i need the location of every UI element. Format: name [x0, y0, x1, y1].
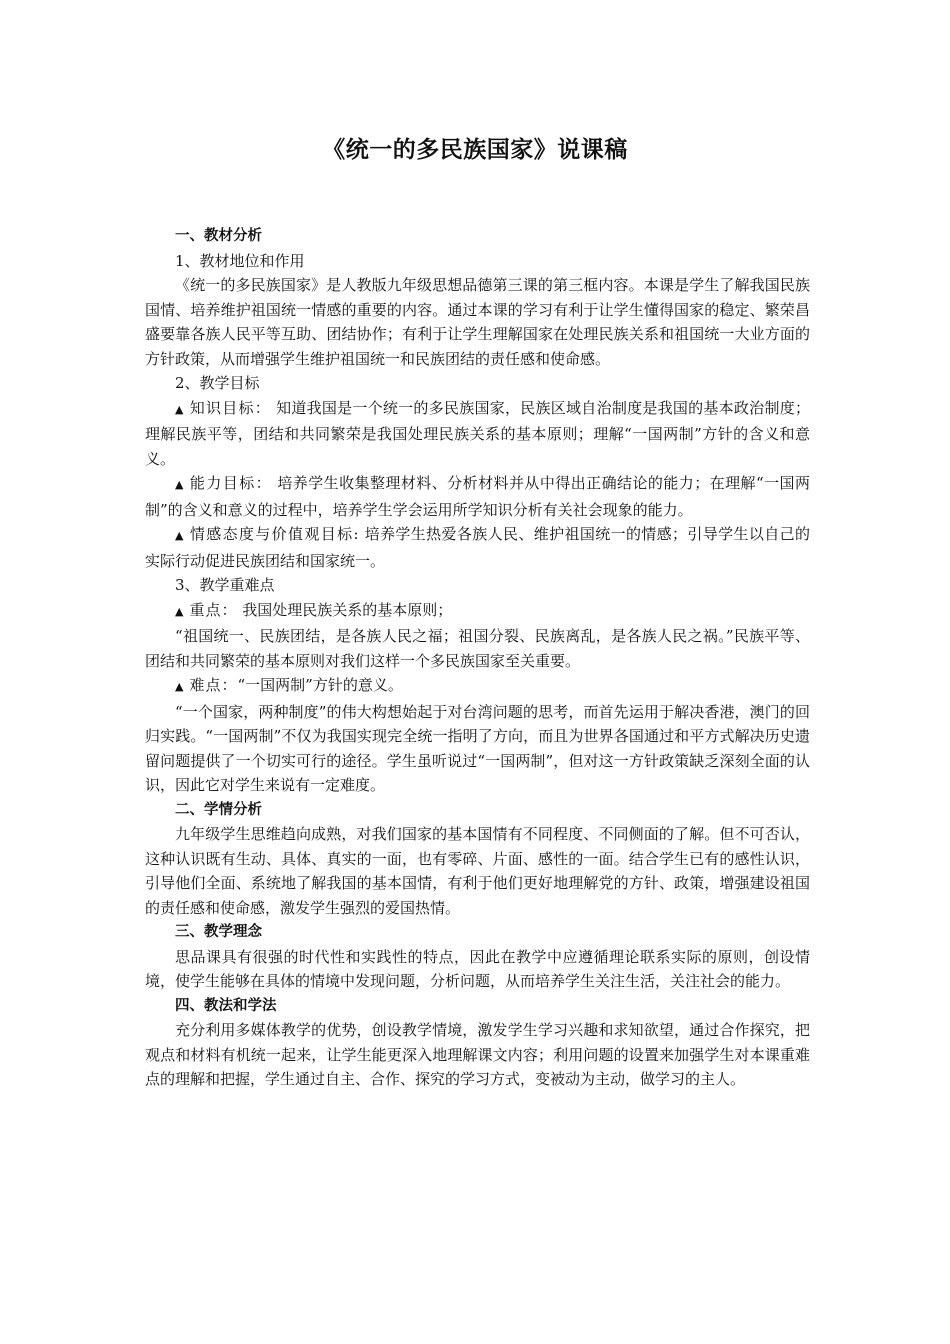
- goal-ability: [145, 471, 810, 522]
- section-heading-student-analysis: 二、学情分析: [175, 801, 262, 818]
- difficult-point-paragraph: “一个国家，两种制度”的伟大构想始起于对台湾问题的思考，而首先运用于解决香港，澳门的回归实践。“一国两制”不仅为我国实现完全统一指明了方向，而且为世界各国通过和平方式解决历史遗留问题提供了一个切实可行的途径。学生虽听说过“一国两制”，但对这一方针政策缺乏深刻全面的认识，因此它对学生来说有一定难度。: [145, 702, 810, 794]
- goal-ability-label: 能力目标：: [189, 474, 273, 492]
- document-title: 《统一的多民族国家》说课稿: [322, 137, 628, 163]
- paragraph-student-analysis: 九年级学生思维趋向成熟，对我们国家的基本国情有不同程度、不同侧面的了解。但不可否认，这种认识既有生动、具体、真实的一面，也有零碎、片面、感性的一面。结合学生已有的感性认识，引导他们全面、系统地了解我国的基本国情，有利于他们更好地理解党的方针、政策，增强建设祖国的责任感和使命感，激发学生强烈的爱国热情。: [145, 825, 810, 917]
- subheading-key-difficult: 3、教学重难点: [175, 576, 275, 594]
- subheading-teaching-goals: 2、教学目标: [175, 374, 260, 392]
- section-heading-methods: 四、教法和学法: [175, 997, 277, 1014]
- subheading-position-role: 1、教材地位和作用: [175, 251, 305, 270]
- key-point-label: 重点：: [189, 600, 238, 619]
- paragraph-position-role: 《统一的多民族国家》是人教版九年级思想品德第三课的第三框内容。本课是学生了解我国民族国情、培养维护祖国统一情感的重要的内容。通过本课的学习有利于让学生懂得国家的稳定、繁荣昌盛要靠各族人民平等互助、团结协作；有利于让学生理解国家在处理民族关系和祖国统一大业方面的方针政策，从而增强学生维护祖国统一和民族团结的责任感和使命感。: [145, 276, 810, 368]
- triangle-bullet-icon: ▲: [175, 402, 184, 416]
- goal-knowledge-text: 知道我国是一个统一的多民族国家，民族区域自治制度是我国的基本政治制度；理解民族平等，团结和共同繁荣是我国处理民族关系的基本原则；理解“一国两制”方针的含义和意义。: [145, 398, 810, 468]
- key-point-paragraph: “祖国统一、民族团结，是各族人民之福；祖国分裂、民族离乱，是各族人民之祸。”民族平等、团结和共同繁荣的基本原则对我们这样一个多民族国家至关重要。: [145, 627, 810, 670]
- key-point-text: 我国处理民族关系的基本原则；: [242, 600, 453, 619]
- difficult-point: [145, 673, 810, 700]
- document-body: [145, 224, 810, 1092]
- triangle-bullet-icon: ▲: [175, 529, 184, 542]
- section-heading-teaching-philosophy: 三、教学理念: [175, 924, 262, 940]
- goal-ability-text: 培养学生收集整理材料、分析材料并从中得出正确结论的能力；在理解“一国两制”的含义和意义的过程中，培养学生学会运用所学知识分析有关社会现象的能力。: [145, 474, 810, 519]
- paragraph-methods: 充分利用多媒体教学的优势，创设教学情境，激发学生学习兴趣和求知欲望，通过合作探究，把观点和材料有机统一起来，让学生能更深入地理解课文内容；利用问题的设置来加强学生对本课重难点的理解和把握，学生通过自主、合作、探究的学习方式，变被动为主动，做学习的主人。: [145, 1021, 810, 1088]
- difficult-point-text: “一国两制”方针的意义。: [237, 676, 403, 694]
- triangle-bullet-icon: ▲: [175, 478, 184, 491]
- difficult-point-label: 难点：: [189, 676, 238, 694]
- section-heading-textbook-analysis: 一、教材分析: [175, 228, 262, 244]
- paragraph-teaching-philosophy: 思品课具有很强的时代性和实践性的特点，因此在教学中应遵循理论联系实际的原则，创设情境，使学生能够在具体的情境中发现问题，分析问题，从而培养学生关注生活，关注社会的能力。: [145, 947, 810, 990]
- goal-emotion-text: 培养学生热爱各族人民、维护祖国统一的情感；引导学生以自己的实际行动促进民族团结和国家统一。: [145, 525, 810, 570]
- goal-emotion-label: 情感态度与价值观目标:: [189, 525, 360, 543]
- goal-knowledge: [145, 396, 810, 472]
- key-point: [145, 598, 810, 625]
- triangle-bullet-icon: ▲: [175, 604, 184, 618]
- goal-knowledge-label: 知识目标：: [189, 398, 272, 417]
- goal-emotion: [145, 522, 810, 573]
- triangle-bullet-icon: ▲: [175, 680, 184, 693]
